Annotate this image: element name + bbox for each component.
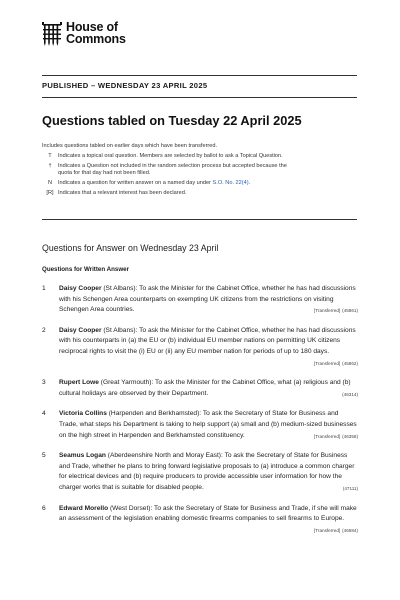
constituency: (St Albans): xyxy=(103,326,138,334)
reference-number: (45861) xyxy=(342,308,358,314)
subheading: Questions for Written Answer xyxy=(42,266,129,273)
question-text: To ask the Secretary of State for Business and Trade, if she will make an assessment of the legislation enabling domestic firearms companies to sell firearms to Europe. xyxy=(59,504,357,523)
legend-text: Indicates a question for written answer on a named day under xyxy=(58,180,213,186)
legend-description: Indicates that a relevant interest has been declared. xyxy=(58,190,187,196)
constituency: (St Albans): xyxy=(103,285,138,292)
reference-number: (46314) xyxy=(342,391,358,397)
legend-symbol: † xyxy=(48,163,52,169)
member-name: Daisy Cooper xyxy=(59,285,102,292)
transfer-status: [Transferred] xyxy=(314,433,341,439)
legend-item xyxy=(42,180,362,187)
question-reference xyxy=(340,390,358,401)
question-item xyxy=(42,409,358,442)
top-divider xyxy=(42,75,357,76)
question-body xyxy=(59,451,358,494)
question-text: To ask the Secretary of State for Business and Trade, whether he plans to bring forward legislative proposals to (a) introduce a common charger for electrical devices and (b) require producers to provide accessible user information for how the charger works that is suitable for disabled people. xyxy=(59,452,355,491)
constituency: (Harpenden and Berkhamsted): xyxy=(108,410,202,418)
logo-wordmark xyxy=(66,21,126,45)
portcullis-icon xyxy=(42,21,62,47)
legend-symbol: T xyxy=(48,153,52,159)
question-number: 1 xyxy=(42,285,46,292)
question-body xyxy=(59,409,358,442)
legend-description xyxy=(58,180,362,187)
question-body xyxy=(59,378,358,400)
question-reference xyxy=(314,432,358,443)
question-text: To ask the Secretary of State for Business and Trade, what steps his Department is taking to help support (a) small and (b) medium-sized businesses on the high street in Harpenden and Berkhamsted constituency. xyxy=(59,410,357,439)
constituency: (Great Yarmouth): xyxy=(100,379,154,387)
question-reference xyxy=(314,526,358,537)
house-of-commons-logo xyxy=(42,21,126,47)
legend-divider xyxy=(42,219,357,220)
legend-item xyxy=(42,163,362,177)
member-name: Victoria Collins xyxy=(59,410,107,418)
member-name: Seamus Logan xyxy=(59,452,106,460)
transfer-status: [Transferred] xyxy=(314,308,341,314)
published-date: PUBLISHED – WEDNESDAY 23 APRIL 2025 xyxy=(42,81,208,90)
transfer-status: [Transferred] xyxy=(314,527,341,533)
question-number: 3 xyxy=(42,379,46,387)
questions-list xyxy=(42,284,358,545)
question-body xyxy=(59,284,358,317)
question-item xyxy=(42,326,358,369)
reference-number: (46584) xyxy=(342,527,358,533)
logo-line-1: House of xyxy=(66,20,118,34)
legend-symbol: N xyxy=(47,180,53,186)
question-number: 5 xyxy=(42,452,46,460)
legend-description: Indicates a topical oral question. Members are selected by ballot to ask a Topical Question. xyxy=(58,153,283,159)
page-title: Questions tabled on Tuesday 22 April 2025 xyxy=(42,113,302,128)
member-name: Edward Morello xyxy=(59,504,109,512)
question-item xyxy=(42,284,358,317)
symbol-legend xyxy=(42,153,362,200)
header-divider xyxy=(42,97,357,98)
transfer-status: [Transferred] xyxy=(314,360,341,366)
question-number: 4 xyxy=(42,410,46,418)
standing-order-link[interactable]: S.O. No. 22(4) xyxy=(212,180,249,186)
member-name: Daisy Cooper xyxy=(59,326,102,334)
legend-text-end: . xyxy=(248,180,251,186)
reference-number: (46358) xyxy=(342,433,358,439)
reference-number: (47111) xyxy=(342,485,358,491)
reference-number: (45862) xyxy=(342,360,358,366)
question-reference xyxy=(314,306,358,317)
intro-text: Includes questions tabled on earlier days which have been transferred. xyxy=(42,143,218,149)
legend-description: Indicates a Question not included in the random selection process but accepted because the quota for that day had not been filled. xyxy=(58,163,287,176)
question-number: 2 xyxy=(42,326,46,334)
question-text: To ask the Minister for the Cabinet Office, whether he has had discussions with his counterparts in (a) the EU or (b) individual EU member nations on permitting UK citizens reciprocal rights to visit the (i) EU or (ii) any EU member nation for periods of up to 180 days. xyxy=(59,326,356,355)
question-item xyxy=(42,378,358,400)
question-body xyxy=(59,504,358,537)
question-number: 6 xyxy=(42,504,46,512)
member-name: Rupert Lowe xyxy=(59,379,99,387)
question-item xyxy=(42,451,358,494)
question-body xyxy=(59,326,358,369)
question-reference xyxy=(341,484,358,495)
constituency: (West Dorset): xyxy=(109,504,153,512)
logo-line-2: Commons xyxy=(66,32,126,46)
section-title: Questions for Answer on Wednesday 23 April xyxy=(42,243,219,253)
legend-item xyxy=(42,153,362,160)
question-text: To ask the Minister for the Cabinet Office, what (a) religious and (b) cultural holidays are observed by their Department. xyxy=(59,379,351,397)
legend-symbol: [R] xyxy=(46,190,54,196)
constituency: (Aberdeenshire North and Moray East): xyxy=(107,452,223,460)
question-reference xyxy=(314,359,358,370)
legend-item xyxy=(42,190,362,197)
question-item xyxy=(42,504,358,537)
question-text: To ask the Minister for the Cabinet Office, whether he has had discussions with his Schengen Area counterparts on exempting UK citizens from the restrictions on visiting Schengen Area countries. xyxy=(59,285,356,314)
